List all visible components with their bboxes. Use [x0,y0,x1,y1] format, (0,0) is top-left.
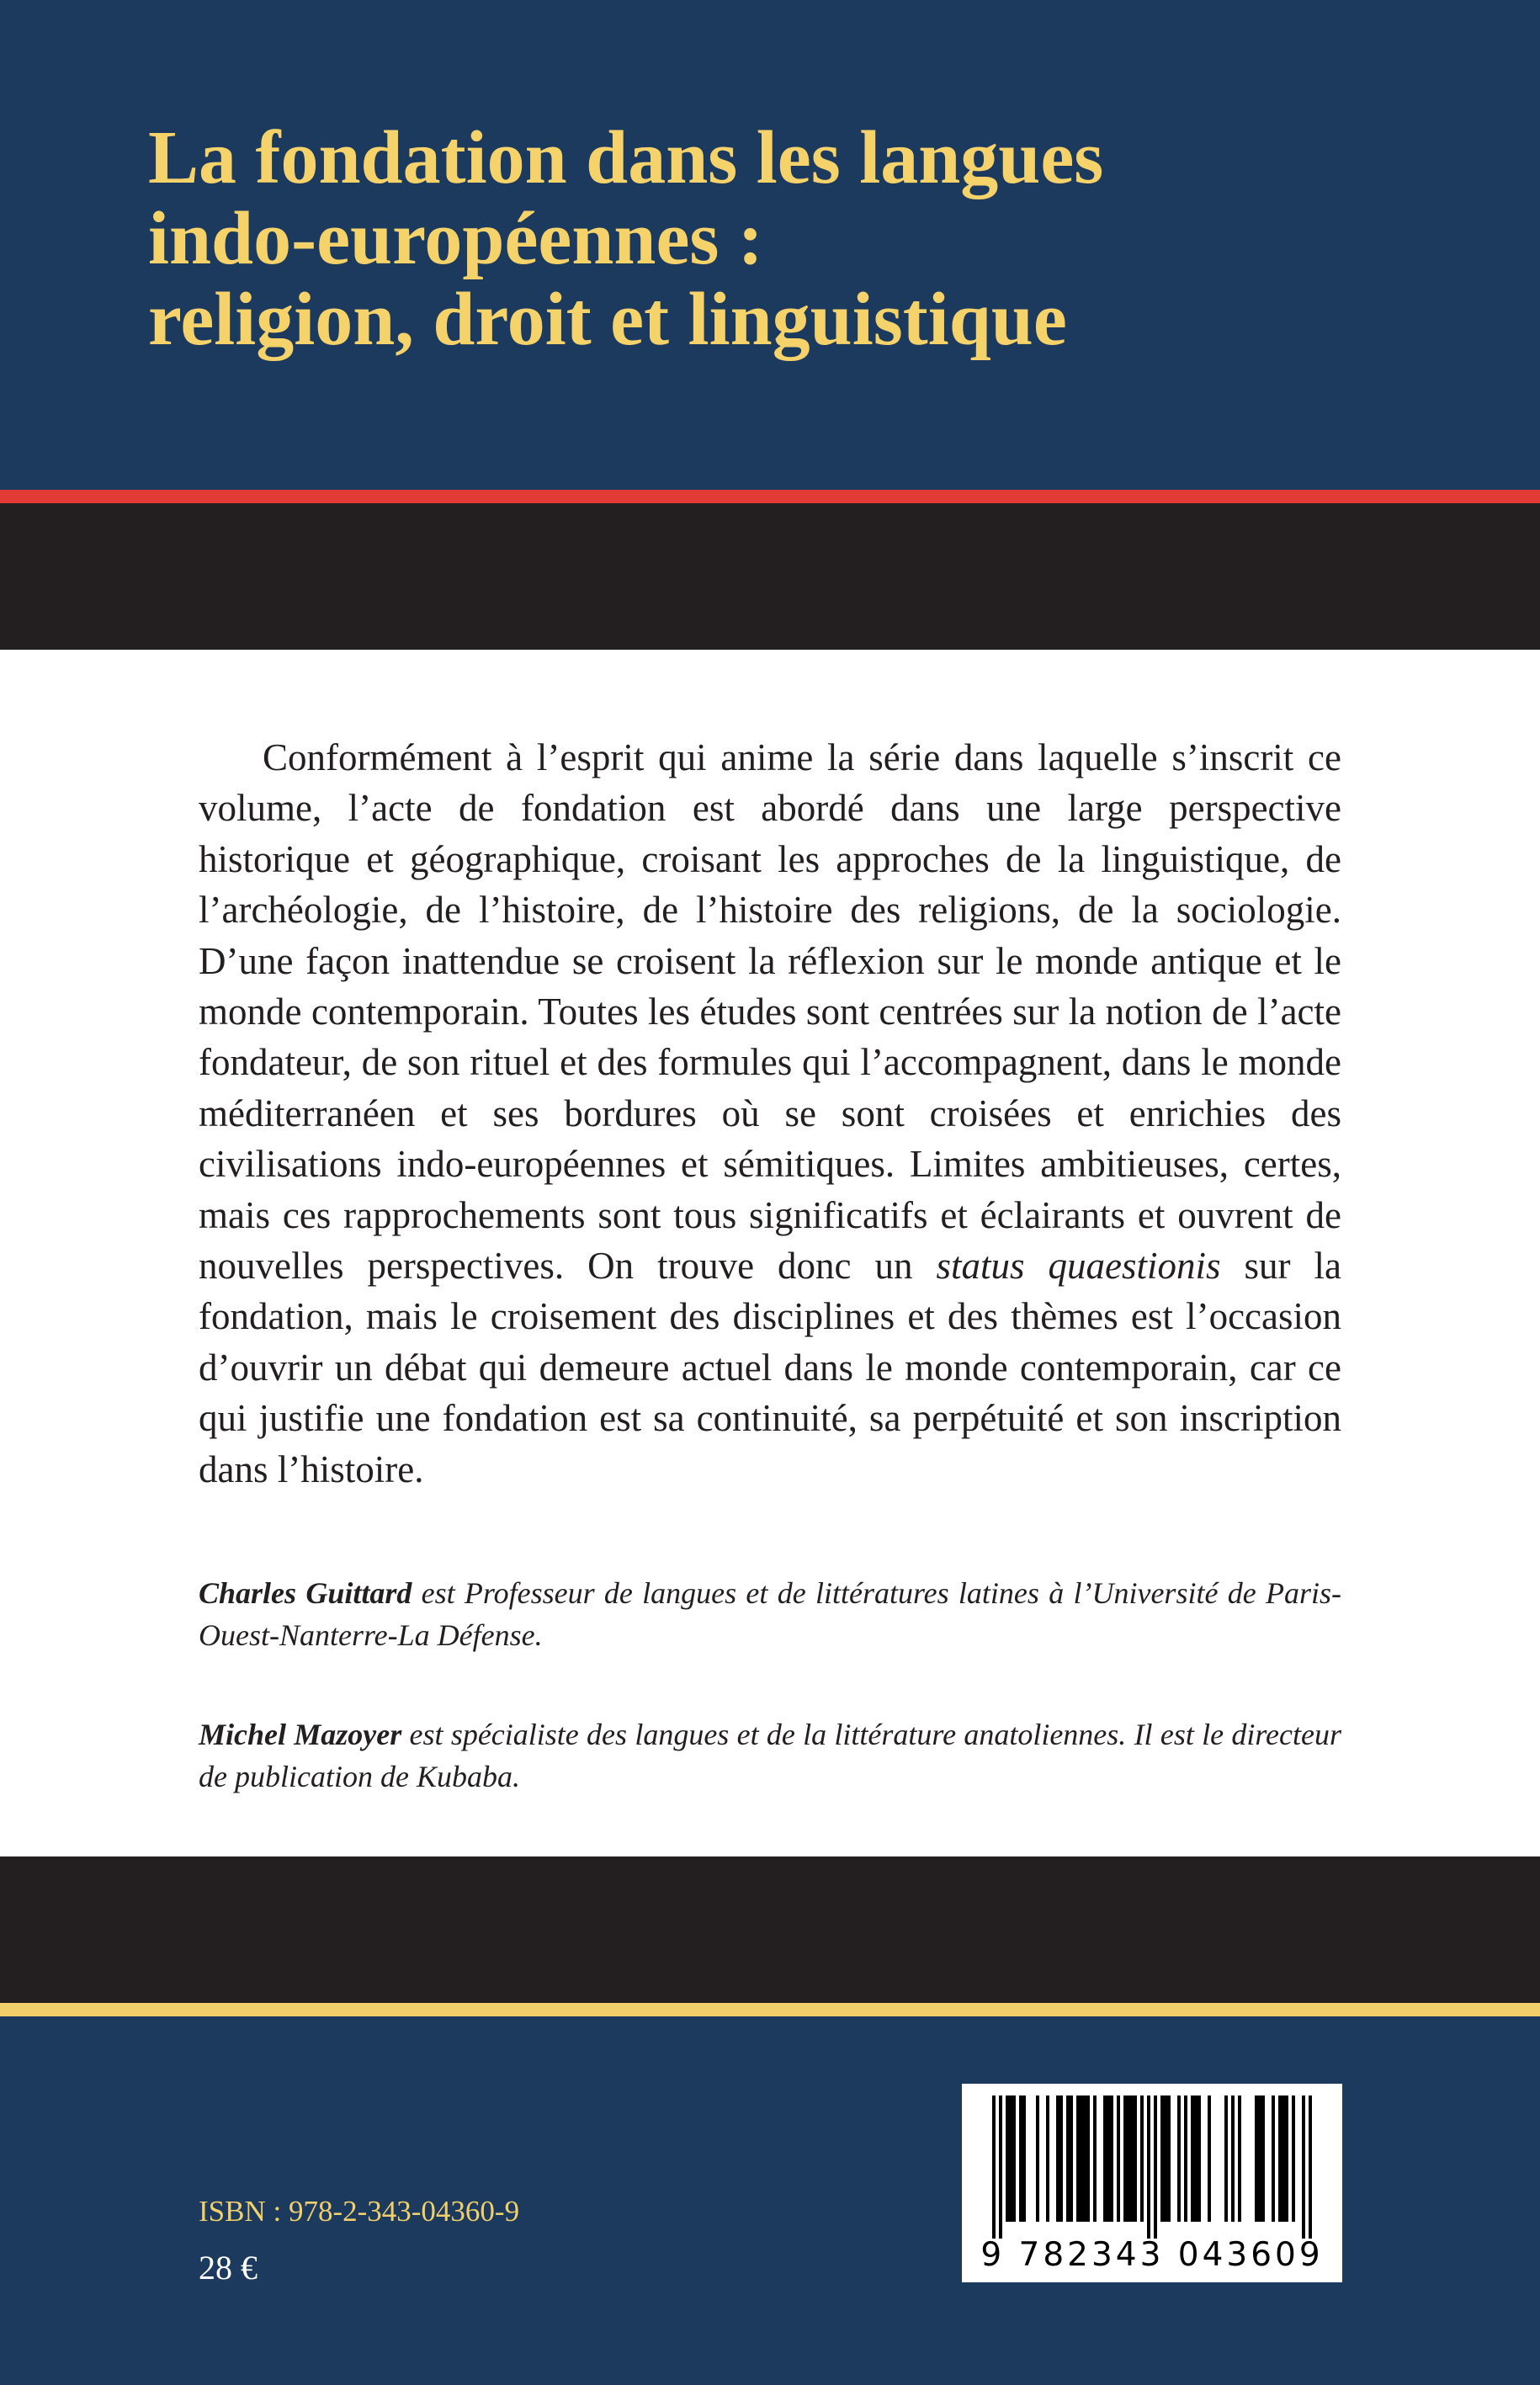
barcode-bar [1076,2096,1080,2222]
barcode-bar [1278,2096,1282,2222]
barcode-bar [1292,2096,1295,2222]
barcode-bar [1184,2096,1187,2222]
barcode-bar [1147,2096,1150,2239]
blurb-part-2: sur la fondation, mais le croisement des disciplines et des thèmes est l’occasion d’ouvrir un débat qui demeure actuel dans le monde contemporain, car ce qui justifie une fondation est sa continuité, sa perpétuité et son inscription dans l’histoire. [199,1245,1342,1490]
barcode-bar [1083,2096,1086,2222]
barcode-bar [1164,2096,1167,2222]
barcode-bar [1080,2096,1083,2222]
barcode-bar [1191,2096,1194,2222]
author-description: est Professeur de langues et de littératures latines à l’Université de Paris-Ouest-Nanterre-La Défense. [199,1576,1341,1652]
barcode-bar [1110,2096,1113,2222]
barcode-bar [1309,2096,1312,2239]
barcode-bar [1302,2096,1305,2239]
book-title [148,118,1461,360]
barcode-bar [1258,2096,1261,2222]
barcode-bar [1019,2096,1022,2222]
author-name: Michel Mazoyer [199,1718,402,1751]
barcode [962,2084,1342,2282]
title-line-3: religion, droit et linguistique [148,278,1067,361]
barcode-bar [1056,2096,1059,2222]
barcode-bar [1006,2096,1009,2222]
barcode-bar [1066,2096,1070,2222]
author-bio [199,1713,1341,1798]
barcode-bar [1012,2096,1016,2222]
barcode-bar [1285,2096,1288,2222]
dark-band-bottom [0,1856,1540,2003]
barcode-bar [1160,2096,1164,2222]
barcode-bar [1046,2096,1049,2222]
title-line-1: La fondation dans les langues [148,116,1104,199]
yellow-stripe [0,2003,1540,2016]
title-line-2: indo-européennes : [148,197,763,280]
barcode-bar [1117,2096,1120,2222]
barcode-bar [1255,2096,1258,2222]
red-stripe [0,490,1540,503]
barcode-bar [1107,2096,1110,2222]
dark-band-top [0,503,1540,650]
barcode-bar [1070,2096,1073,2222]
barcode-bar [1059,2096,1063,2222]
barcode-bar [1282,2096,1285,2222]
barcode-bar [1093,2096,1097,2222]
barcode-bar [1194,2096,1197,2222]
barcode-bar [1086,2096,1090,2222]
blurb-italic-term: status quaestionis [936,1245,1221,1288]
price-label: 28 € [199,2249,258,2287]
barcode-bars [974,2096,1330,2239]
barcode-digits: 9 782343 043609 [980,2236,1324,2274]
barcode-bar [1272,2096,1275,2222]
barcode-bar [1224,2096,1228,2222]
barcode-bar [1197,2096,1201,2222]
back-cover-blurb [199,732,1341,1495]
barcode-bar [1127,2096,1130,2222]
barcode-bar [992,2096,996,2239]
author-bio [199,1572,1341,1656]
barcode-bar [1123,2096,1127,2222]
barcode-bar [1261,2096,1265,2222]
barcode-bar [1238,2096,1241,2222]
barcode-bar [999,2096,1002,2239]
author-name: Charles Guittard [199,1576,412,1610]
barcode-bar [1208,2096,1211,2222]
barcode-bar [1167,2096,1171,2222]
barcode-bar [1009,2096,1012,2222]
barcode-bar [1103,2096,1107,2222]
barcode-bar [1036,2096,1039,2222]
barcode-bar [1177,2096,1181,2222]
blurb-part-1: Conformément à l’esprit qui anime la série dans laquelle s’inscrit ce volume, l’acte de fondation est abordé dans une large perspective historique et géographique, croisant les approches de la linguistique, de l’archéologie, de l’histoire, de l’histoire des religions, de la sociologie. D’une façon inattendue se croisent la réflexion sur le monde antique et le monde contemporain. Toutes les études sont centrées sur la notion de l’acte fondateur, de son rituel et des formules qui l’accompagnent, dans le monde méditerranéen et ses bordures où se sont croisées et enrichies des civilisations indo-européennes et sémitiques. Limites ambitieuses, certes, mais ces rapprochements sont tous significatifs et éclairants et ouvrent de nouvelles perspectives. On trouve donc un [199,736,1341,1288]
author-description: est spécialiste des langues et de la littérature anatoliennes. Il est le directeur de publication de Kubaba. [199,1718,1341,1793]
barcode-bar [1022,2096,1026,2222]
barcode-bar [1130,2096,1134,2222]
barcode-bar [1134,2096,1137,2222]
isbn-label: ISBN : 978-2-343-04360-9 [199,2195,520,2228]
barcode-bar [1154,2096,1157,2239]
barcode-bar [1140,2096,1144,2222]
barcode-bar [1231,2096,1235,2222]
